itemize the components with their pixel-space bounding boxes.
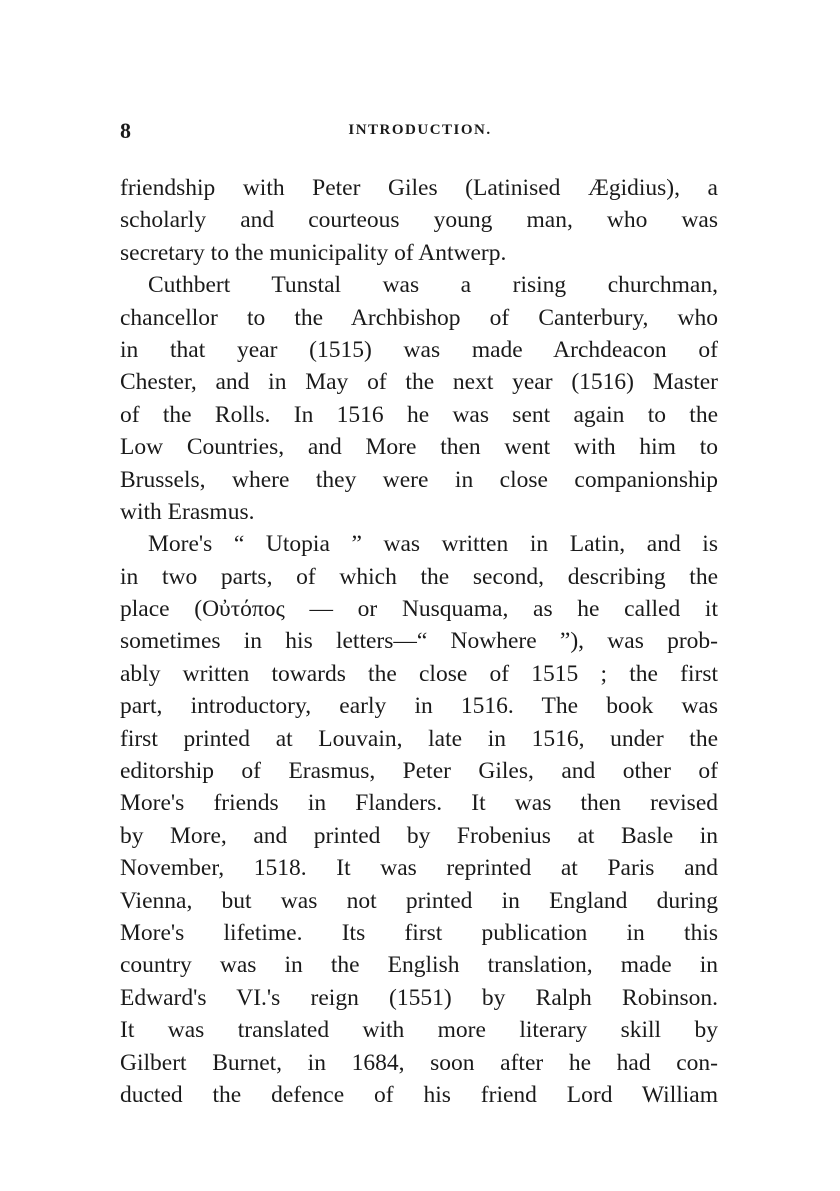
text-line: Gilbert Burnet, in 1684, soon after he had con- [120,1049,718,1076]
text-line: scholarly and courteous young man, who was [120,207,718,234]
text-line: country was in the English translation, made in [120,952,718,979]
text-line: of the Rolls. In 1516 he was sent again to the [120,401,718,428]
text-line: More's friends in Flanders. It was then revised [120,790,718,817]
text-line: sometimes in his letters—“ Nowhere ”), was prob- [120,628,718,655]
page-header [120,118,720,146]
text-line: Chester, and in May of the next year (1516) Master [120,369,718,396]
text-line: More's “ Utopia ” was written in Latin, and is [148,531,718,558]
text-line: in that year (1515) was made Archdeacon of [120,336,718,363]
text-line: More's lifetime. Its first publication in this [120,919,718,946]
text-line: by More, and printed by Frobenius at Basle in [120,822,718,849]
text-line: Vienna, but was not printed in England during [120,887,718,914]
running-head: INTRODUCTION. [348,122,492,138]
text-line: Brussels, where they were in close companionship [120,466,718,493]
text-line: Cuthbert Tunstal was a rising churchman, [148,272,718,299]
text-line: with Erasmus. [120,498,255,525]
text-line: first printed at Louvain, late in 1516, under the [120,725,718,752]
body-text [120,172,718,1111]
text-line: editorship of Erasmus, Peter Giles, and other of [120,758,718,785]
text-line: November, 1518. It was reprinted at Paris and [120,855,718,882]
text-line: secretary to the municipality of Antwerp. [120,239,507,266]
text-line: Edward's VI.'s reign (1551) by Ralph Robinson. [120,984,718,1011]
text-line: It was translated with more literary skill by [120,1017,718,1044]
text-line: in two parts, of which the second, describing the [120,563,718,590]
text-line: chancellor to the Archbishop of Canterbury, who [120,304,718,331]
page-number: 8 [120,118,131,143]
text-line: ably written towards the close of 1515 ; the first [120,660,718,687]
text-line: place (Οὐτόπος — or Nusquama, as he called it [120,596,718,623]
text-line: Low Countries, and More then went with him to [120,434,718,461]
text-line: friendship with Peter Giles (Latinised Ægidius), a [120,175,718,201]
text-line: ducted the defence of his friend Lord William [120,1081,718,1108]
text-line: part, introductory, early in 1516. The book was [120,693,718,720]
